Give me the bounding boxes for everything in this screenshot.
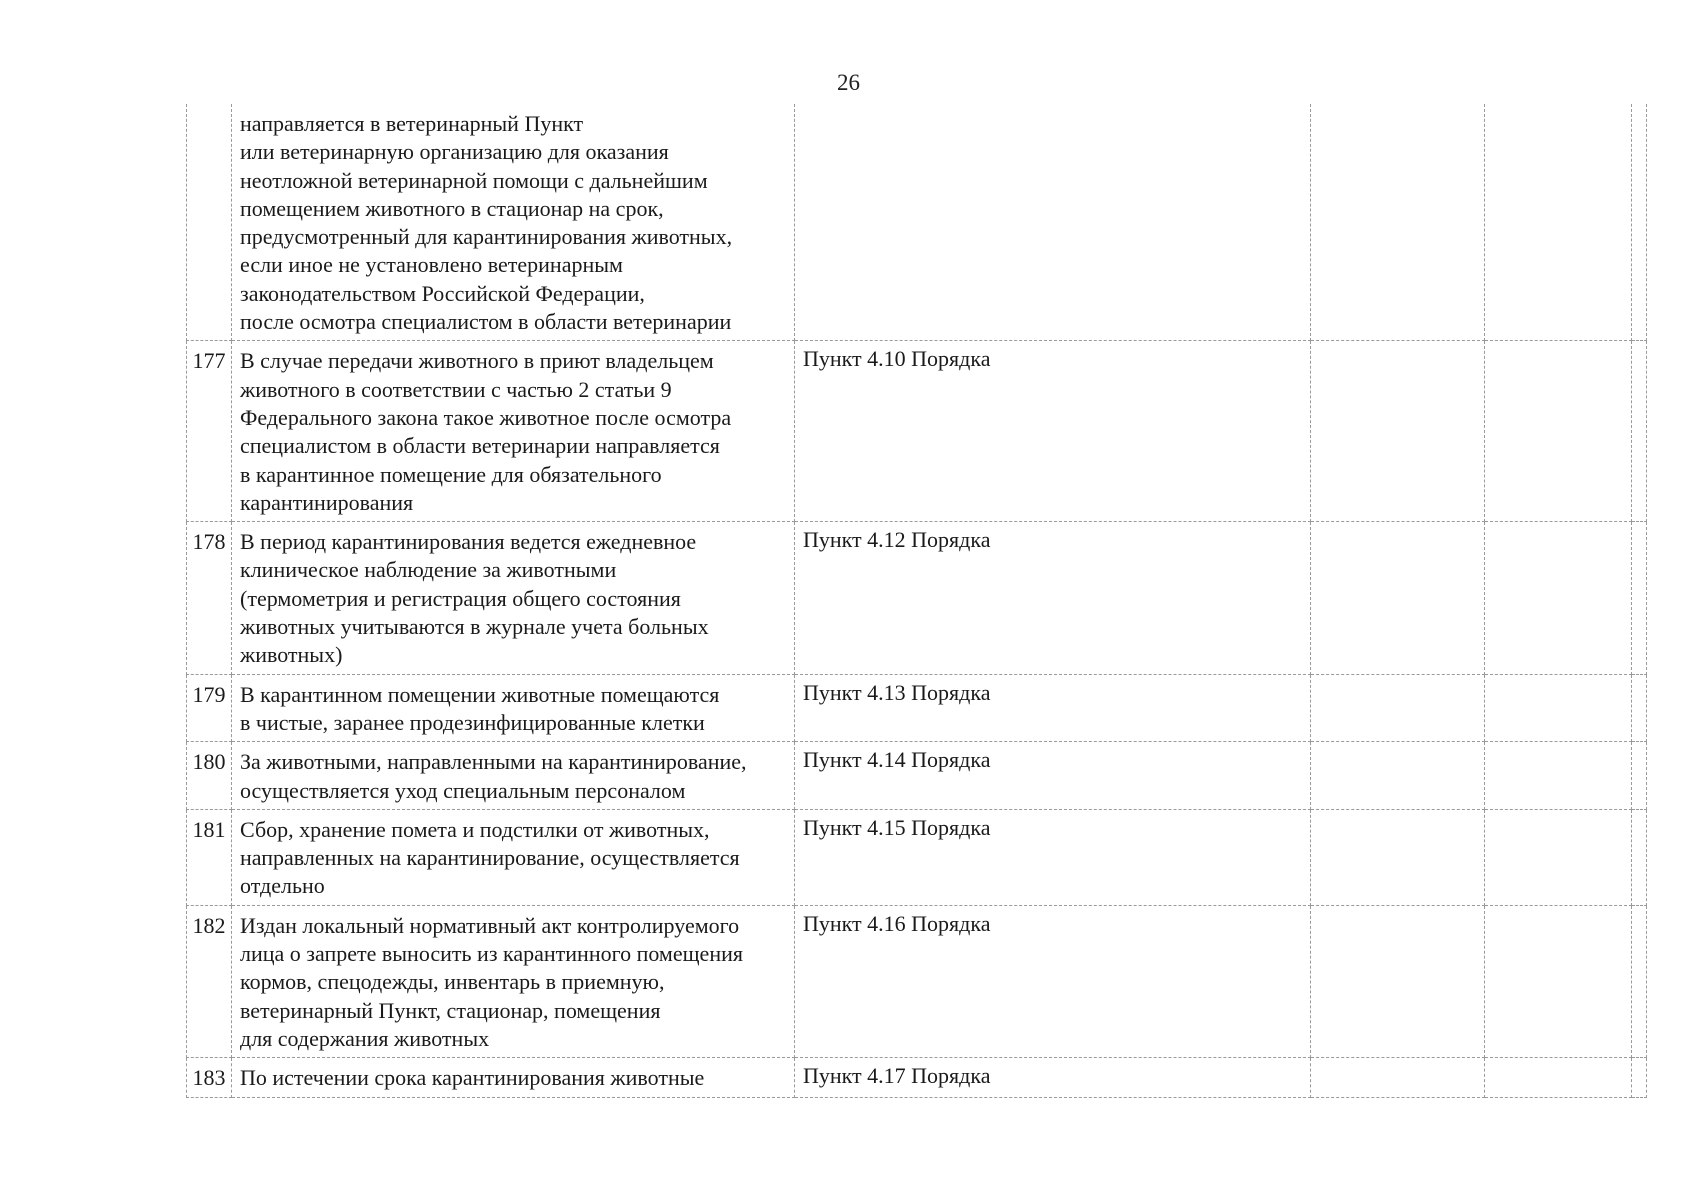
- table-row: [187, 809, 1647, 905]
- answer-cell: [1311, 104, 1485, 341]
- row-number: [187, 104, 231, 110]
- legal-reference-cell: [795, 522, 1311, 674]
- table-row: [187, 742, 1647, 810]
- requirement-text: Сбор, хранение помета и подстилки от животных, направленных на карантинирование, осуществляется отдельно: [240, 816, 740, 899]
- legal-reference: Пункт 4.12 Порядка: [803, 527, 991, 553]
- answer-cell: [1311, 1058, 1485, 1097]
- row-number: 179: [192, 681, 226, 707]
- row-number-cell: [187, 742, 232, 810]
- extra-cell: [1632, 809, 1647, 905]
- requirement-text: В период карантинирования ведется ежедневное клиническое наблюдение за животными (термометрия и регистрация общего состояния животных учитываются в журнале учета больных животных): [240, 529, 709, 668]
- table-row: [187, 905, 1647, 1057]
- requirement-text-cell: [232, 905, 795, 1057]
- row-number-cell: [187, 674, 232, 742]
- requirement-text: За животными, направленными на карантинирование, осуществляется уход специальным персоналом: [240, 749, 747, 803]
- row-number: 177: [192, 348, 226, 374]
- note-cell: [1485, 104, 1632, 341]
- table-row: [187, 522, 1647, 674]
- extra-cell: [1632, 341, 1647, 522]
- legal-reference-cell: [795, 104, 1311, 341]
- extra-cell: [1632, 1058, 1647, 1097]
- legal-reference: Пункт 4.16 Порядка: [803, 910, 991, 936]
- row-number: 182: [192, 912, 226, 938]
- legal-reference: Пункт 4.10 Порядка: [803, 346, 991, 372]
- requirement-text: Издан локальный нормативный акт контролируемого лица о запрете выносить из карантинного помещения кормов, спецодежды, инвентарь в приемную, ветеринарный Пункт, стационар, помещения для содержания животных: [240, 912, 743, 1051]
- row-number-cell: [187, 104, 232, 341]
- requirement-text: направляется в ветеринарный Пункт или ветеринарную организацию для оказания неотложной ветеринарной помощи с дальнейшим помещением животного в стационар на срок, предусмотренный для карантинирования животных, если иное не установлено ветеринарным законодательством Российской Федерации, после осмотра специалистом в области ветеринарии: [240, 111, 733, 335]
- row-number: 180: [192, 749, 226, 775]
- requirement-text: По истечении срока карантинирования животные: [240, 1065, 705, 1091]
- extra-cell: [1632, 742, 1647, 810]
- note-cell: [1485, 674, 1632, 742]
- requirement-text-cell: [232, 104, 795, 341]
- legal-reference: Пункт 4.13 Порядка: [803, 679, 991, 705]
- extra-cell: [1632, 674, 1647, 742]
- row-number-cell: [187, 1058, 232, 1097]
- table-row: [187, 1058, 1647, 1097]
- requirement-text-cell: [232, 809, 795, 905]
- row-number: 181: [192, 816, 226, 842]
- note-cell: [1485, 341, 1632, 522]
- legal-reference-cell: [795, 809, 1311, 905]
- requirement-text: В карантинном помещении животные помещаются в чистые, заранее продезинфицированные клетки: [240, 681, 720, 735]
- row-number-cell: [187, 905, 232, 1057]
- note-cell: [1485, 1058, 1632, 1097]
- requirements-table: [186, 104, 1647, 1098]
- legal-reference-cell: [795, 1058, 1311, 1097]
- row-number-cell: [187, 341, 232, 522]
- answer-cell: [1311, 522, 1485, 674]
- row-number-cell: [187, 809, 232, 905]
- extra-cell: [1632, 905, 1647, 1057]
- answer-cell: [1311, 905, 1485, 1057]
- legal-reference-cell: [795, 674, 1311, 742]
- answer-cell: [1311, 809, 1485, 905]
- row-number-cell: [187, 522, 232, 674]
- row-number: 178: [192, 529, 226, 555]
- note-cell: [1485, 809, 1632, 905]
- requirement-text: В случае передачи животного в приют владельцем животного в соответствии с частью 2 статьи 9 Федерального закона такое животное после осмотра специалистом в области ветеринарии направляется в карантинное помещение для обязательного карантинирования: [240, 348, 732, 515]
- note-cell: [1485, 905, 1632, 1057]
- answer-cell: [1311, 341, 1485, 522]
- page-number: 26: [837, 70, 860, 95]
- extra-cell: [1632, 522, 1647, 674]
- note-cell: [1485, 742, 1632, 810]
- table-row: [187, 674, 1647, 742]
- legal-reference-cell: [795, 905, 1311, 1057]
- requirement-text-cell: [232, 1058, 795, 1097]
- requirement-text-cell: [232, 341, 795, 522]
- extra-cell: [1632, 104, 1647, 341]
- table-row: [187, 104, 1647, 341]
- answer-cell: [1311, 742, 1485, 810]
- requirement-text-cell: [232, 674, 795, 742]
- legal-reference: Пункт 4.15 Порядка: [803, 814, 991, 840]
- legal-reference: [795, 104, 1310, 108]
- note-cell: [1485, 522, 1632, 674]
- requirement-text-cell: [232, 742, 795, 810]
- legal-reference-cell: [795, 341, 1311, 522]
- answer-cell: [1311, 674, 1485, 742]
- legal-reference: Пункт 4.17 Порядка: [803, 1063, 991, 1089]
- legal-reference-cell: [795, 742, 1311, 810]
- row-number: 183: [192, 1065, 226, 1091]
- table-row: [187, 341, 1647, 522]
- requirement-text-cell: [232, 522, 795, 674]
- legal-reference: Пункт 4.14 Порядка: [803, 747, 991, 773]
